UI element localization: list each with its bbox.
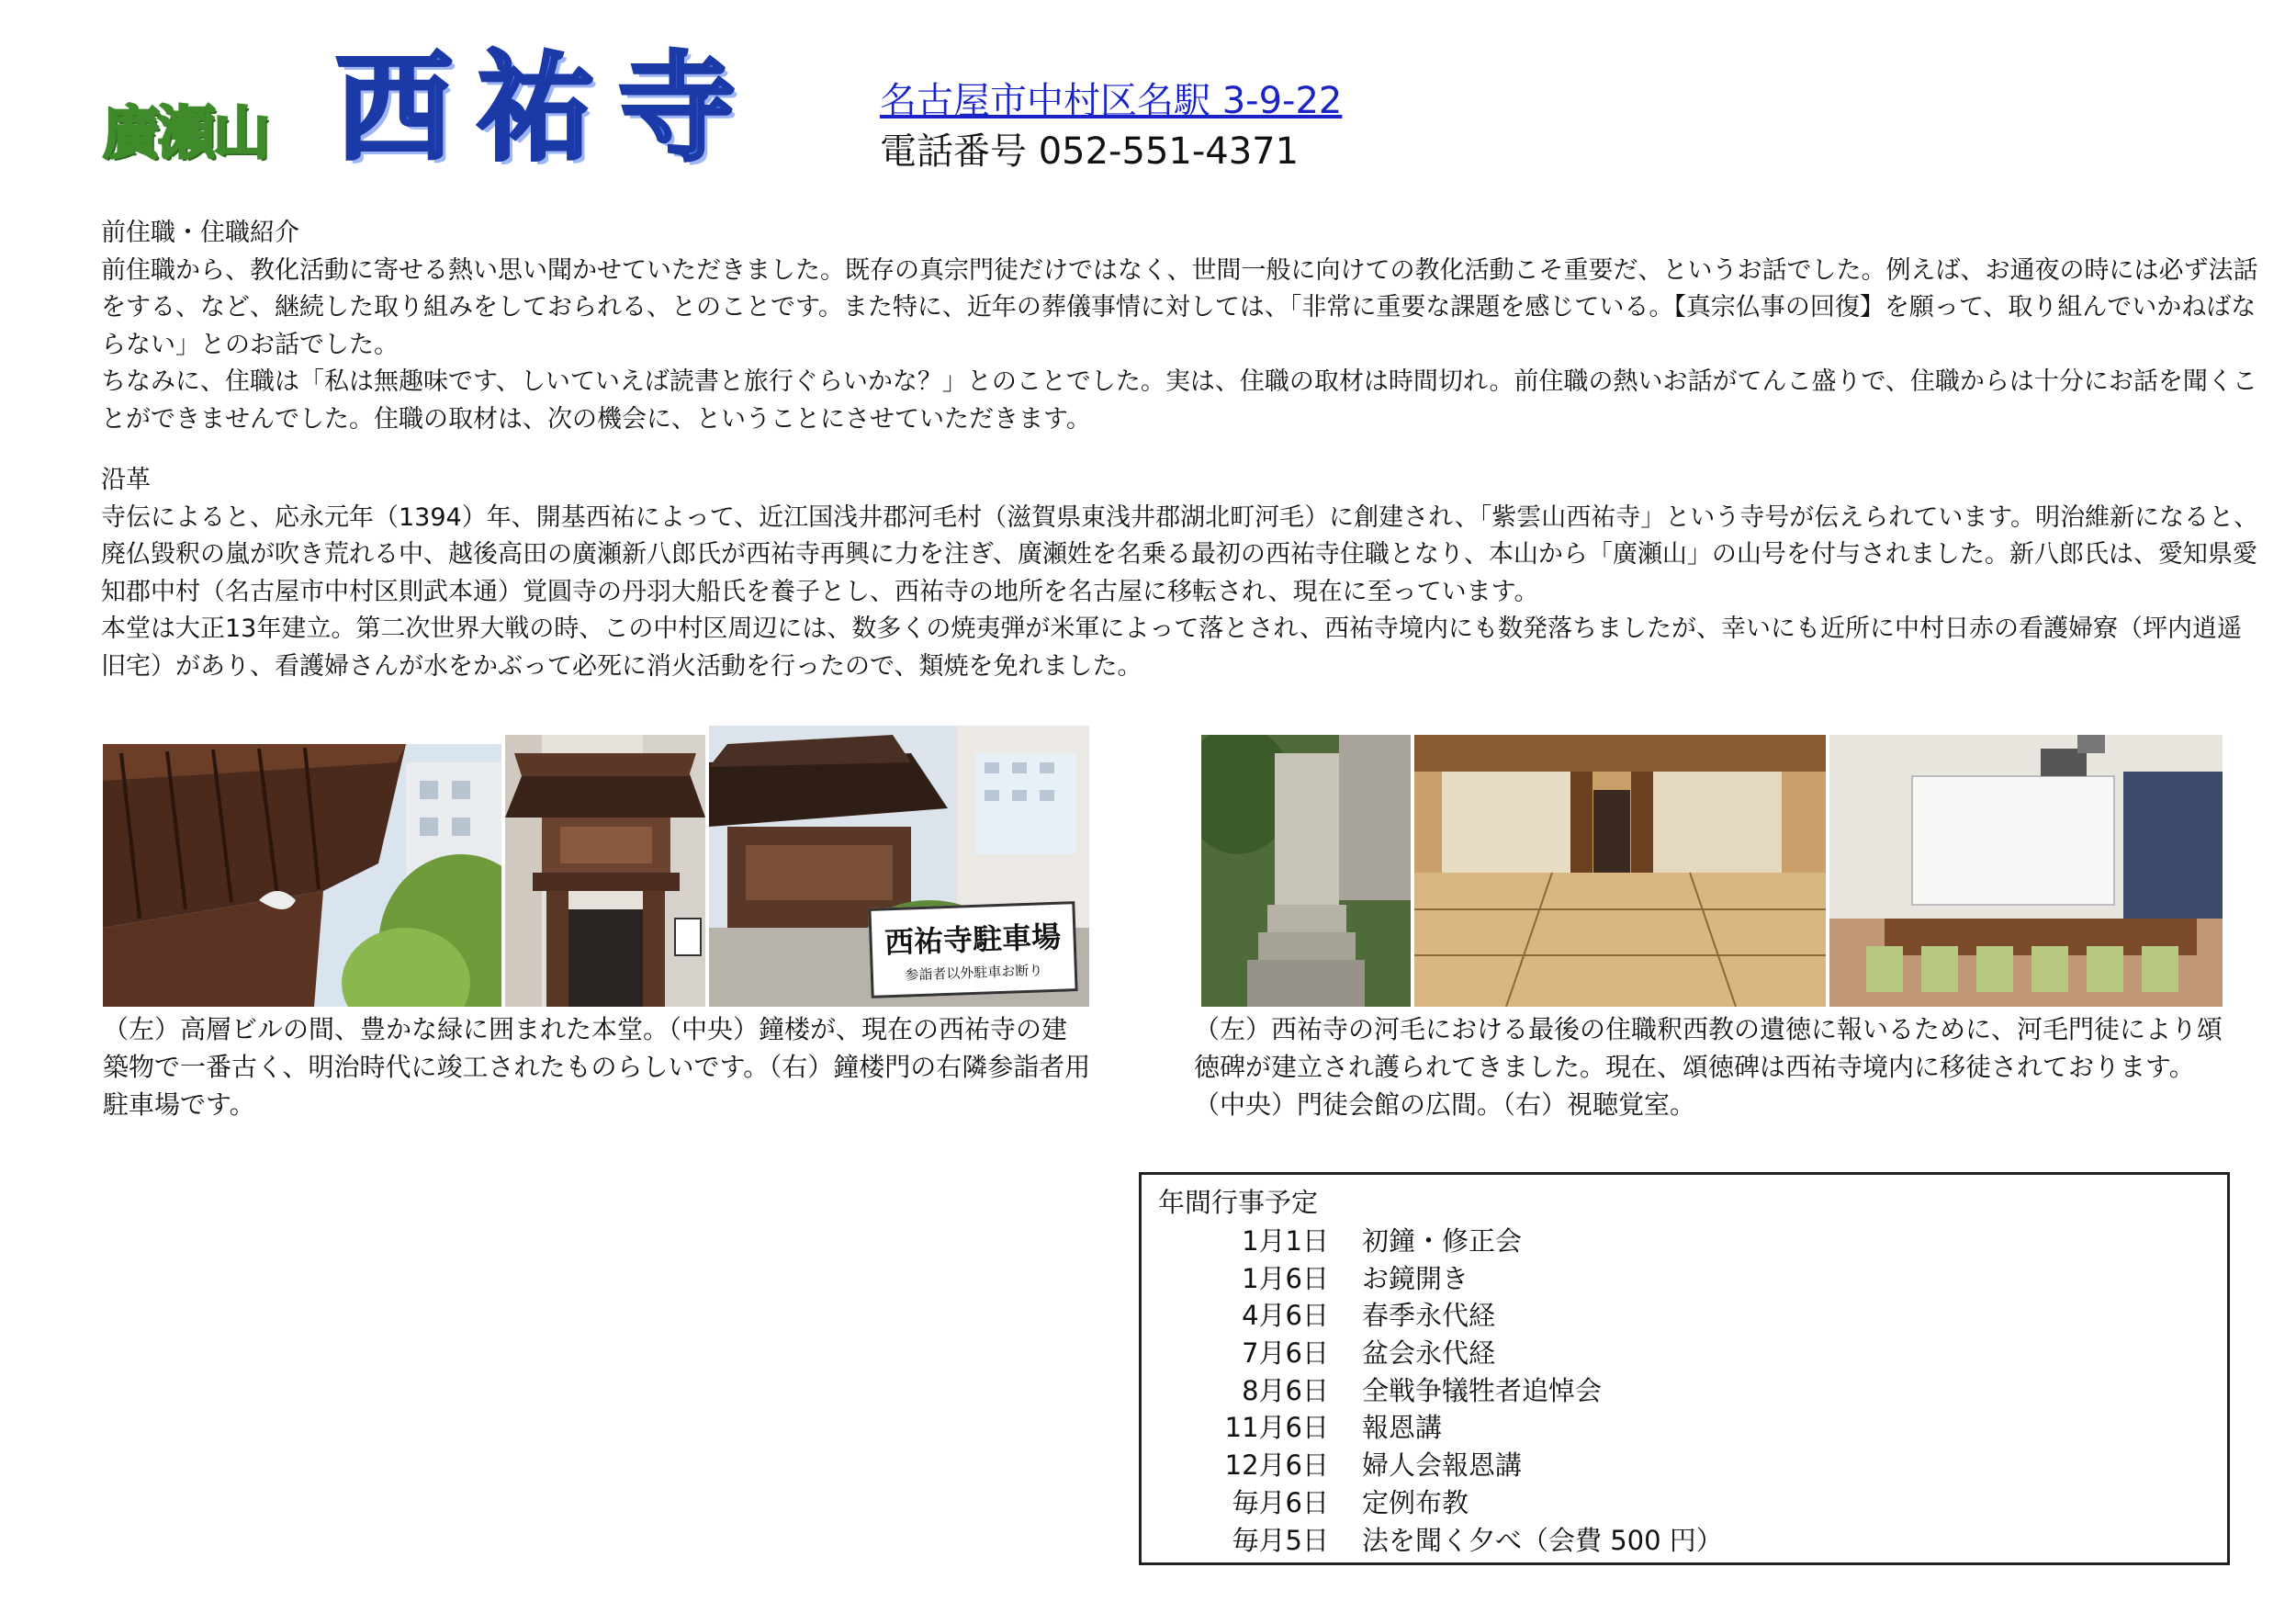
event-name: お鏡開き bbox=[1362, 1262, 1469, 1294]
annual-events-box bbox=[1139, 1172, 2230, 1565]
article-body bbox=[101, 215, 2261, 685]
event-row bbox=[1142, 1333, 2227, 1370]
event-date: 毎月6日 bbox=[1232, 1486, 1329, 1518]
page-header bbox=[0, 0, 2296, 184]
mountain-name-logo: 廣瀬山 bbox=[103, 99, 269, 166]
event-row bbox=[1142, 1295, 2227, 1333]
photo-memorial-stone bbox=[1201, 735, 1411, 1007]
address-link[interactable]: 名古屋市中村区名駅 3-9-22 bbox=[880, 80, 1343, 122]
event-row bbox=[1142, 1258, 2227, 1296]
events-title: 年間行事予定 bbox=[1158, 1187, 1319, 1218]
event-date: 11月6日 bbox=[1224, 1412, 1329, 1444]
event-date: 8月6日 bbox=[1242, 1374, 1329, 1406]
event-date: 毎月5日 bbox=[1232, 1524, 1329, 1556]
photo-av-room bbox=[1829, 735, 2223, 1007]
event-name: 報恩講 bbox=[1362, 1412, 1443, 1444]
event-row bbox=[1142, 1445, 2227, 1483]
left-photos-caption: （左）高層ビルの間、豊かな緑に囲まれた本堂。（中央）鐘楼が、現在の西祐寺の建築物で一番古く、明治時代に竣工されたものらしいです。（右）鐘楼門の右隣参詣者用駐車場です。 bbox=[103, 1014, 1091, 1120]
temple-name-logo: 西祐寺 bbox=[335, 40, 760, 177]
event-name: 春季永代経 bbox=[1362, 1300, 1496, 1332]
event-row bbox=[1142, 1370, 2227, 1408]
event-row bbox=[1142, 1483, 2227, 1520]
parking-sign-subtitle: 参詣者以外駐車お断り bbox=[905, 962, 1043, 984]
event-name: 法を聞く夕べ（会費 500 円） bbox=[1362, 1524, 1723, 1556]
event-row bbox=[1142, 1407, 2227, 1445]
event-date: 1月6日 bbox=[1242, 1262, 1329, 1294]
photo-bell-tower bbox=[505, 735, 705, 1007]
event-name: 初鐘・修正会 bbox=[1362, 1225, 1523, 1257]
event-date: 12月6日 bbox=[1224, 1449, 1329, 1482]
history-paragraph-1: 寺伝によると、応永元年（1394）年、開基西祐によって、近江国浅井郡河毛村（滋賀県東浅井郡湖北町河毛）に創建され、「紫雲山西祐寺」という寺号が伝えられています。明治維新になると、廃仏毀釈の嵐が吹き荒れる中、越後高田の廣瀬新八郎氏が西祐寺再興に力を注ぎ、廣瀬姓を名乗る最初の西祐寺住職となり、本山から「廣瀬山」の山号を付与されました。新八郎氏は、愛知県愛知郡中村（名古屋市中村区則武本通）覚圓寺の丹羽大船氏を養子とし、西祐寺の地所を名古屋に移転され、現在に至っています。 bbox=[101, 502, 2259, 606]
intro-paragraph-1: 前住職から、教化活動に寄せる熱い思い聞かせていただきました。既存の真宗門徒だけではなく、世間一般に向けての教化活動こそ重要だ、というお話でした。例えば、お通夜の時には必ず法話をする、など、継続した取り組みをしておられる、とのことです。また特に、近年の葬儀事情に対しては、「非常に重要な課題を感じている。【真宗仏事の回復】を願って、取り組んでいかねばならない」とのお話でした。 bbox=[101, 255, 2258, 359]
history-paragraph-2: 本堂は大正13年建立。第二次世界大戦の時、この中村区周辺には、数多くの焼夷弾が米軍によって落とされ、西祐寺境内にも数発落ちましたが、幸いにも近所に中村日赤の看護婦寮（坪内逍遥旧宅）があり、看護婦さんが水をかぶって必死に消火活動を行ったので、類焼を免れました。 bbox=[101, 615, 2242, 681]
history-heading: 沿革 bbox=[101, 466, 151, 494]
event-name: 婦人会報恩講 bbox=[1362, 1449, 1523, 1482]
event-date: 1月1日 bbox=[1242, 1225, 1329, 1257]
photo-assembly-hall bbox=[1414, 735, 1826, 1007]
intro-paragraph-2: ちなみに、住職は「私は無趣味です、しいていえば読書と旅行ぐらいかな？」とのことでした。実は、住職の取材は時間切れ。前住職の熱いお話がてんこ盛りで、住職からは十分にお話を聞くことができませんでした。住職の取材は、次の機会に、ということにさせていただきます。 bbox=[101, 367, 2257, 434]
photo-parking-gate bbox=[709, 726, 1089, 1007]
event-name: 定例布教 bbox=[1362, 1486, 1469, 1518]
event-row bbox=[1142, 1520, 2227, 1558]
phone-number: 電話番号 052-551-4371 bbox=[880, 130, 1300, 173]
right-photos-caption: （左）西祐寺の河毛における最後の住職釈西教の遺徳に報いるために、河毛門徒により頌徳碑が建立され護られてきました。現在、頌徳碑は西祐寺境内に移徒されております。（中央）門徒会館の広間。（右）視聴覚室。 bbox=[1194, 1014, 2223, 1120]
photo-main-hall bbox=[103, 744, 501, 1007]
event-date: 7月6日 bbox=[1242, 1337, 1329, 1370]
intro-heading: 前住職・住職紹介 bbox=[101, 219, 299, 247]
parking-sign bbox=[868, 901, 1077, 998]
event-name: 盆会永代経 bbox=[1362, 1337, 1496, 1370]
event-row bbox=[1142, 1221, 2227, 1258]
events-list bbox=[1142, 1221, 2227, 1557]
parking-sign-title: 西祐寺駐車場 bbox=[884, 919, 1062, 961]
event-name: 全戦争犠牲者追悼会 bbox=[1362, 1374, 1603, 1406]
event-date: 4月6日 bbox=[1242, 1300, 1329, 1332]
